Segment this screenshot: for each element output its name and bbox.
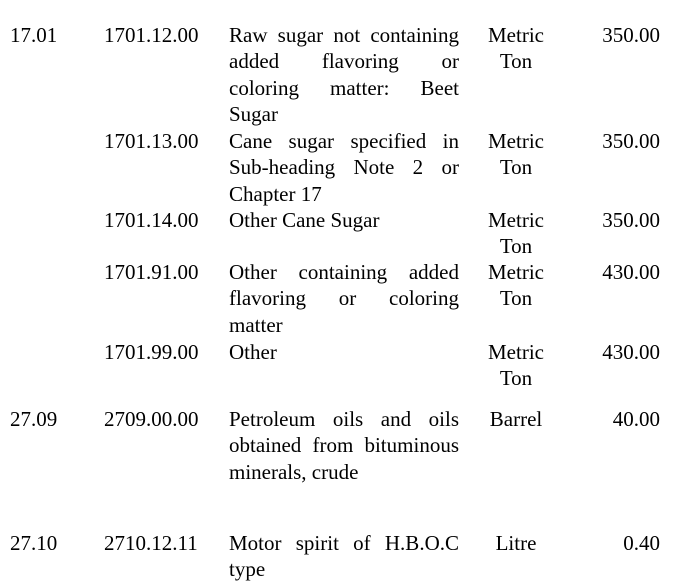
unit: Metric Ton (488, 129, 544, 180)
heading-number: 27.10 (10, 531, 58, 555)
rate: 0.40 (623, 531, 660, 555)
rate: 350.00 (602, 208, 660, 232)
description: Other containing added flavoring or coloring matter (229, 260, 459, 337)
hs-code: 2710.12.11 (104, 531, 198, 555)
hs-code: 1701.13.00 (104, 129, 199, 153)
hs-code: 1701.14.00 (104, 208, 199, 232)
rate: 430.00 (602, 340, 660, 364)
description: Raw sugar not containing added flavoring or coloring matter: Beet Sugar (229, 23, 459, 127)
rate: 350.00 (602, 23, 660, 47)
unit: Barrel (489, 407, 543, 431)
unit: Litre (495, 531, 537, 555)
unit: Metric Ton (488, 23, 544, 74)
hs-code: 1701.12.00 (104, 23, 199, 47)
hs-code: 1701.91.00 (104, 260, 199, 284)
description: Petroleum oils and oils obtained from bituminous minerals, crude (229, 407, 459, 484)
description: Cane sugar specified in Sub-heading Note 2 or Chapter 17 (229, 129, 459, 206)
unit: Metric Ton (488, 340, 544, 391)
description: Motor spirit of H.B.O.C type (229, 531, 459, 582)
hs-code: 1701.99.00 (104, 340, 199, 364)
description: Other Cane Sugar (229, 208, 380, 232)
hs-code: 2709.00.00 (104, 407, 199, 431)
rate: 40.00 (612, 407, 660, 431)
heading-number: 27.09 (10, 407, 58, 431)
description: Other (229, 340, 277, 364)
heading-number: 17.01 (10, 23, 58, 47)
unit: Metric Ton (488, 260, 544, 311)
rate: 350.00 (602, 129, 660, 153)
rate: 430.00 (602, 260, 660, 284)
unit: Metric Ton (488, 208, 544, 259)
